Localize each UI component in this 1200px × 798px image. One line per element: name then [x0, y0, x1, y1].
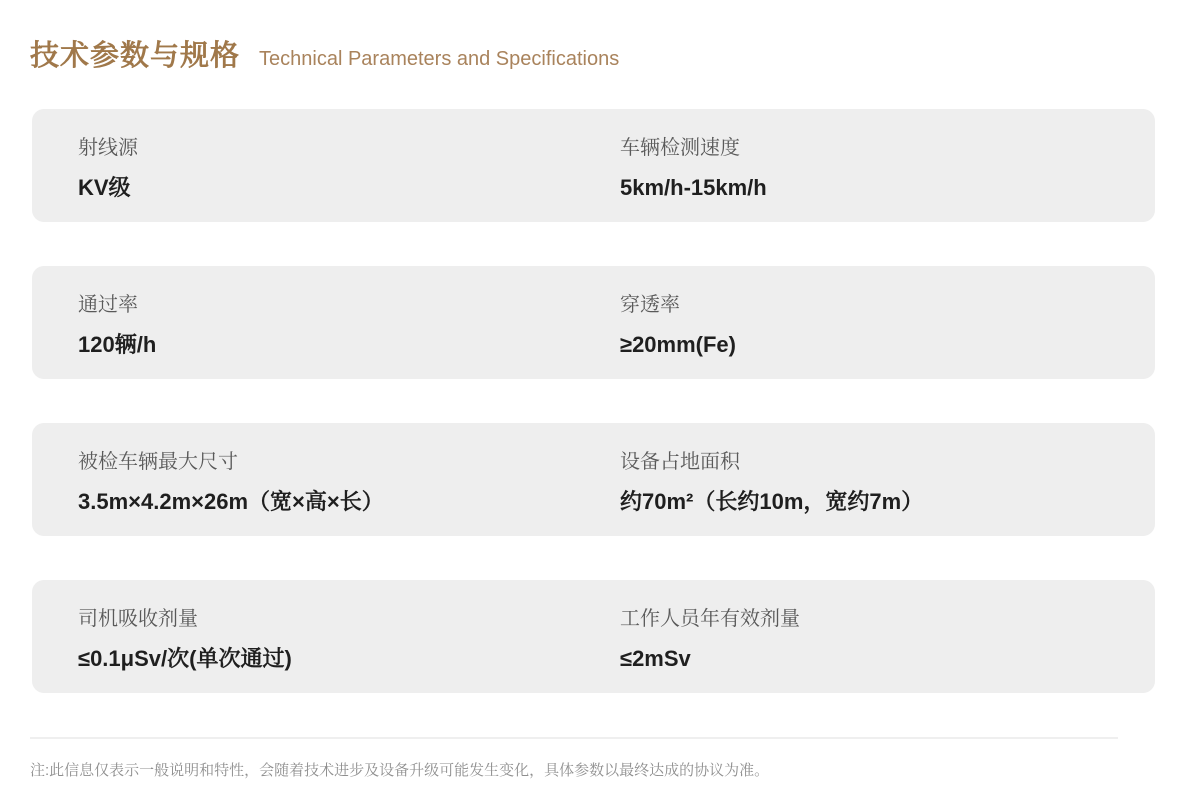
- spec-card-row-2: [32, 266, 1155, 379]
- spec-value: ≤0.1μSv/次(单次通过): [78, 646, 292, 671]
- spec-label: 工作人员年有效剂量: [620, 608, 800, 630]
- spec-card-row-1: [32, 109, 1155, 222]
- spec-label: 通过率: [78, 294, 138, 316]
- page-title: 技术参数与规格: [30, 40, 241, 72]
- spec-cell-ray-source: [32, 109, 620, 222]
- spec-card-row-4: [32, 580, 1155, 693]
- spec-label: 被检车辆最大尺寸: [78, 451, 238, 473]
- spec-cell-footprint: [620, 423, 1155, 536]
- spec-value: ≥20mm(Fe): [620, 332, 736, 357]
- spec-cell-detection-speed: [620, 109, 1155, 222]
- spec-cell-throughput: [32, 266, 620, 379]
- spec-cell-max-vehicle-size: [32, 423, 620, 536]
- footnote: 注:此信息仅表示一般说明和特性，会随着技术进步及设备升级可能发生变化，具体参数以最终达成的协议为准。: [30, 762, 770, 779]
- spec-label: 射线源: [78, 137, 138, 159]
- spec-value: 3.5m×4.2m×26m（宽×高×长）: [78, 489, 384, 514]
- page-subtitle: Technical Parameters and Specifications: [259, 48, 620, 70]
- spec-card-list: [30, 109, 1170, 693]
- spec-value: KV级: [78, 175, 131, 200]
- spec-cell-staff-annual-dose: [620, 580, 1155, 693]
- spec-cell-driver-dose: [32, 580, 620, 693]
- divider: [30, 737, 1118, 739]
- spec-cell-penetration: [620, 266, 1155, 379]
- spec-label: 穿透率: [620, 294, 680, 316]
- spec-value: 约70m²（长约10m，宽约7m）: [620, 489, 924, 514]
- spec-label: 车辆检测速度: [620, 137, 740, 159]
- spec-card-row-3: [32, 423, 1155, 536]
- section-header: [30, 33, 1170, 74]
- spec-value: ≤2mSv: [620, 646, 691, 671]
- spec-value: 120辆/h: [78, 332, 157, 357]
- spec-value: 5km/h-15km/h: [620, 175, 767, 200]
- spec-label: 司机吸收剂量: [78, 608, 198, 630]
- spec-label: 设备占地面积: [620, 451, 740, 473]
